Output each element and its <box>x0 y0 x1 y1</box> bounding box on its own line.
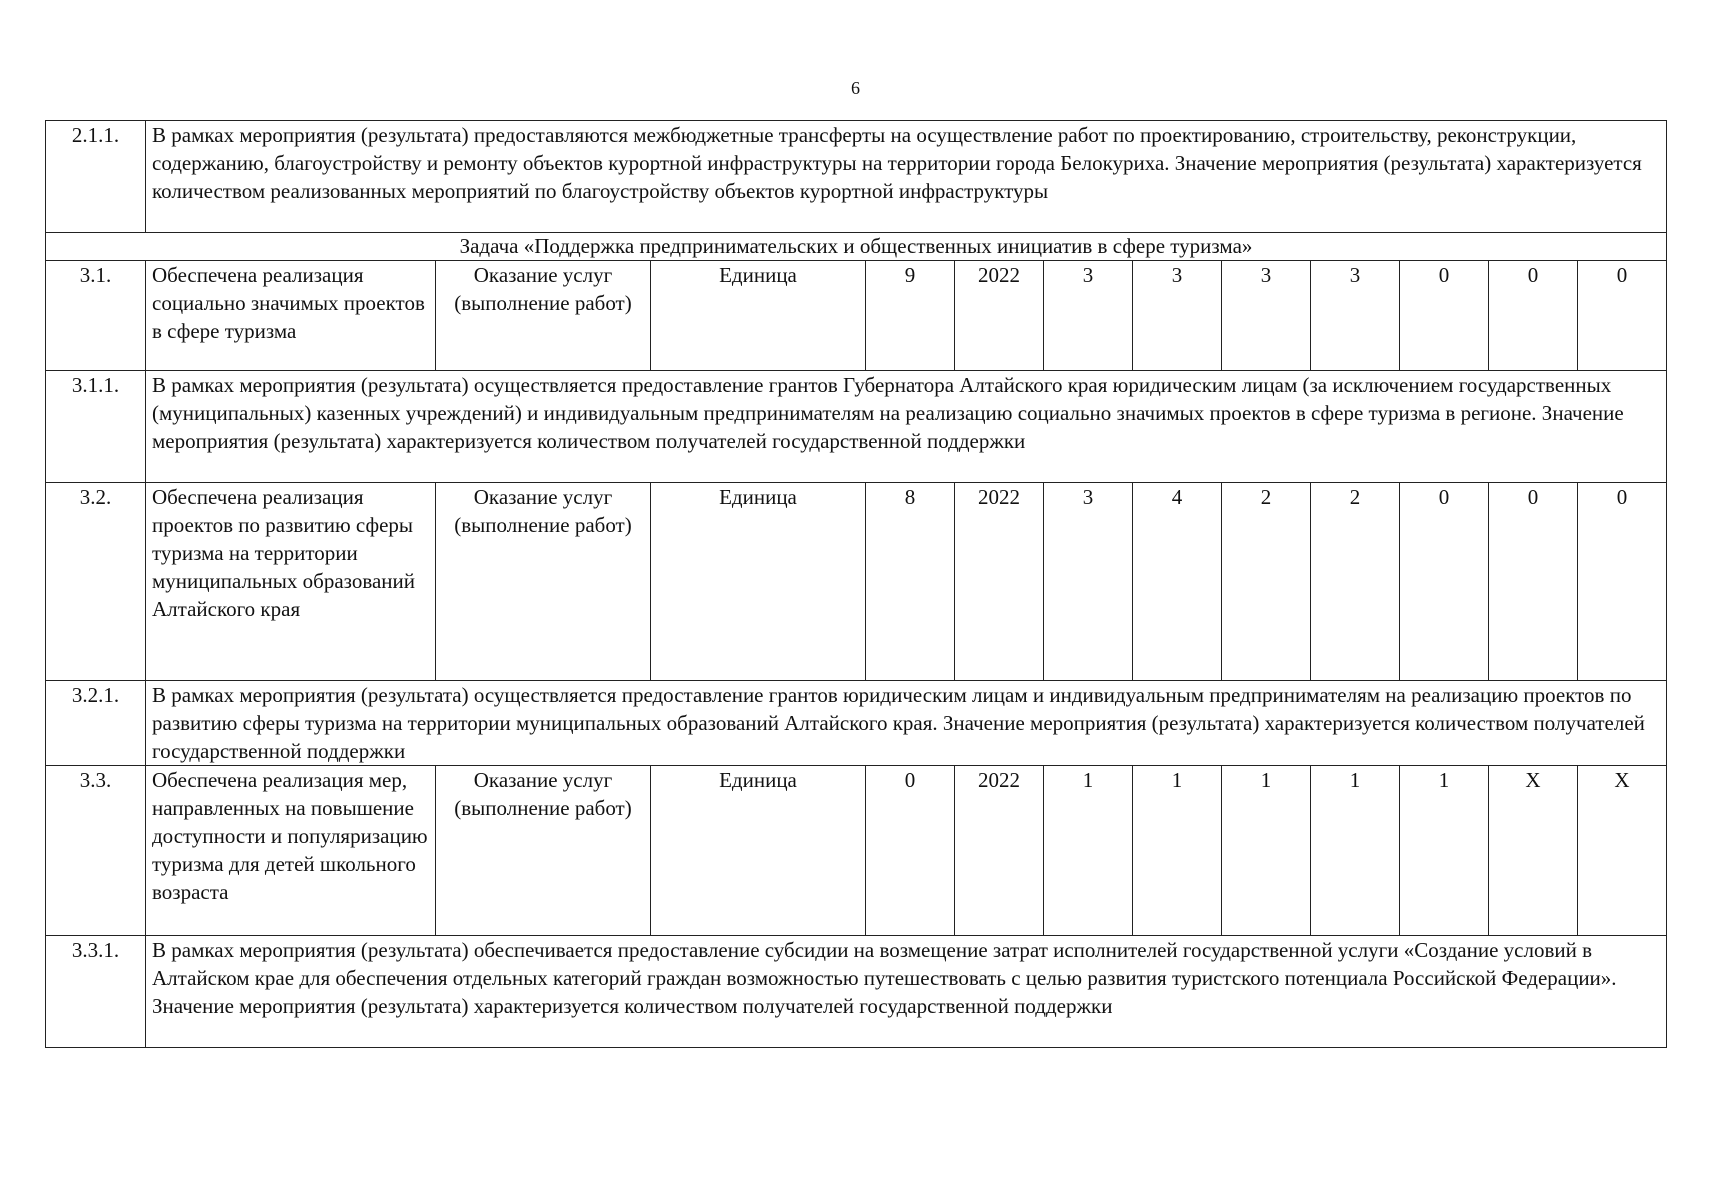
unit: Единица <box>651 483 866 681</box>
base-year: 2022 <box>955 483 1044 681</box>
result-name: Обеспечена реализация мер, направленных на повышение доступности и популяризацию туризма для детей школьного возраста <box>146 766 436 936</box>
value-cell: 1 <box>1311 766 1400 936</box>
table-row-2-1-1 <box>46 121 1667 233</box>
base-value: 9 <box>866 261 955 371</box>
unit: Единица <box>651 261 866 371</box>
value-cell: 0 <box>1400 261 1489 371</box>
task-row <box>46 233 1667 261</box>
value-cell: 1 <box>1400 766 1489 936</box>
value-cell: 1 <box>1044 766 1133 936</box>
value-cell: 0 <box>1489 261 1578 371</box>
value-cell: 3 <box>1222 261 1311 371</box>
result-type: Оказание услуг (выполнение работ) <box>436 261 651 371</box>
result-name: Обеспечена реализация проектов по развитию сферы туризма на территории муниципальных образований Алтайского края <box>146 483 436 681</box>
result-type: Оказание услуг (выполнение работ) <box>436 483 651 681</box>
table-row-3-2-1 <box>46 681 1667 766</box>
value-cell: 3 <box>1311 261 1400 371</box>
value-cell: 3 <box>1133 261 1222 371</box>
table-row-3-1 <box>46 261 1667 371</box>
task-title: Задача «Поддержка предпринимательских и общественных инициатив в сфере туризма» <box>46 233 1667 261</box>
value-cell: 2 <box>1311 483 1400 681</box>
value-cell: 3 <box>1044 483 1133 681</box>
value-cell: X <box>1489 766 1578 936</box>
value-cell: 0 <box>1578 261 1667 371</box>
row-description: В рамках мероприятия (результата) предоставляются межбюджетные трансферты на осуществление работ по проектированию, строительству, реконструкции, содержанию, благоустройству и ремонту объектов курортной инфраструктуры на территории города Белокуриха. Значение мероприятия (результата) характеризуется количеством реализованных мероприятий по благоустройству объектов курортной инфраструктуры <box>146 121 1667 233</box>
row-description: В рамках мероприятия (результата) осуществляется предоставление грантов Губернатора Алтайского края юридическим лицам (за исключением государственных (муниципальных) казенных учреждений) и индивидуальным предпринимателям на реализацию социально значимых проектов в сфере туризма в регионе. Значение мероприятия (результата) характеризуется количеством получателей государственной поддержки <box>146 371 1667 483</box>
row-number: 2.1.1. <box>46 121 146 233</box>
value-cell: 0 <box>1489 483 1578 681</box>
table-row-3-1-1 <box>46 371 1667 483</box>
base-value: 0 <box>866 766 955 936</box>
row-description: В рамках мероприятия (результата) осуществляется предоставление грантов юридическим лицам и индивидуальным предпринимателям на реализацию проектов по развитию сферы туризма на территории муниципальных образований Алтайского края. Значение мероприятия (результата) характеризуется количеством получателей государственной поддержки <box>146 681 1667 766</box>
indicators-table <box>45 120 1667 1048</box>
value-cell: 1 <box>1133 766 1222 936</box>
row-number: 3.1. <box>46 261 146 371</box>
value-cell: 3 <box>1044 261 1133 371</box>
row-number: 3.3. <box>46 766 146 936</box>
value-cell: 0 <box>1400 483 1489 681</box>
row-number: 3.2.1. <box>46 681 146 766</box>
row-number: 3.3.1. <box>46 936 146 1048</box>
page-number: 6 <box>851 78 860 98</box>
row-description: В рамках мероприятия (результата) обеспечивается предоставление субсидии на возмещение затрат исполнителей государственной услуги «Создание условий в Алтайском крае для обеспечения отдельных категорий граждан возможностью путешествовать с целью развития туристского потенциала Российской Федерации». Значение мероприятия (результата) характеризуется количеством получателей государственной поддержки <box>146 936 1667 1048</box>
value-cell: X <box>1578 766 1667 936</box>
table-row-3-3 <box>46 766 1667 936</box>
table-row-3-3-1 <box>46 936 1667 1048</box>
value-cell: 4 <box>1133 483 1222 681</box>
unit: Единица <box>651 766 866 936</box>
value-cell: 1 <box>1222 766 1311 936</box>
base-year: 2022 <box>955 766 1044 936</box>
value-cell: 0 <box>1578 483 1667 681</box>
table-row-3-2 <box>46 483 1667 681</box>
result-name: Обеспечена реализация социально значимых проектов в сфере туризма <box>146 261 436 371</box>
row-number: 3.2. <box>46 483 146 681</box>
result-type: Оказание услуг (выполнение работ) <box>436 766 651 936</box>
base-value: 8 <box>866 483 955 681</box>
value-cell: 2 <box>1222 483 1311 681</box>
base-year: 2022 <box>955 261 1044 371</box>
row-number: 3.1.1. <box>46 371 146 483</box>
